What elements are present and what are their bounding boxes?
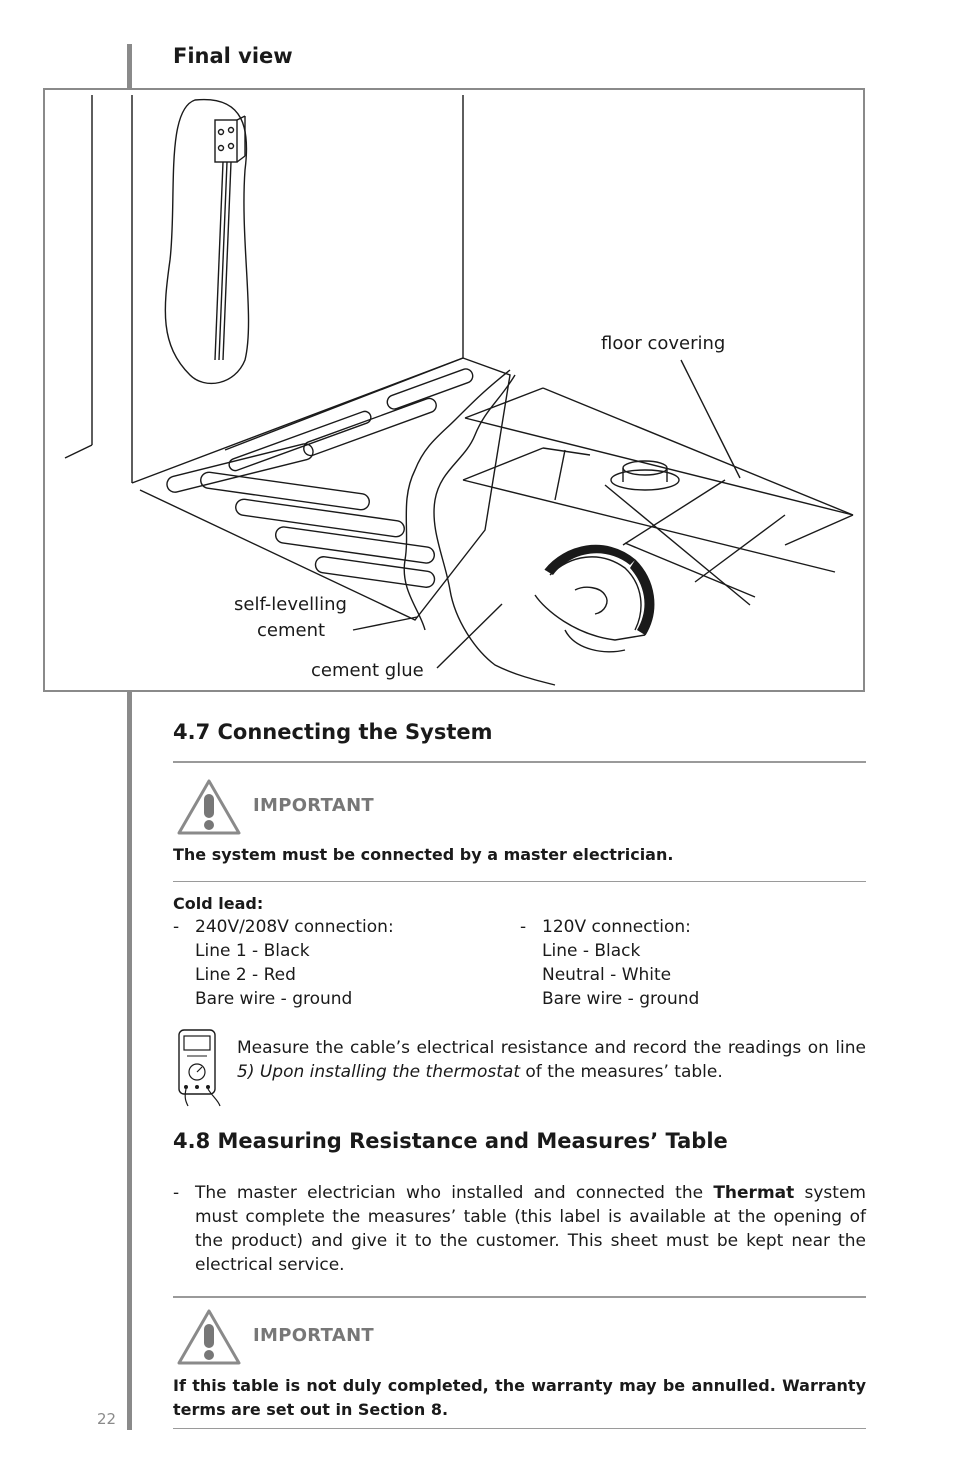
cement-glue-label: cement glue <box>311 660 424 681</box>
measure-text-2: of the measures’ table. <box>520 1062 723 1082</box>
cold-lead-heading: Cold lead: <box>173 894 264 913</box>
connection-240v-line: 240V/208V connection: <box>195 917 394 937</box>
measure-text-1: Measure the cable’s electrical resistance and record the readings on line <box>237 1038 866 1058</box>
page-number: 22 <box>97 1410 117 1428</box>
measure-text-italic: 5) Upon installing the thermostat <box>237 1062 520 1082</box>
para-text-2: system must complete the measures’ table (this label is available at the opening of the product) and give it to the customer. This sheet must be kept near the electrical service. <box>195 1183 866 1275</box>
dash-marker: - <box>173 917 180 937</box>
notice-rule <box>173 881 866 882</box>
measure-instruction <box>237 1036 866 1084</box>
dash-marker: - <box>173 1183 180 1203</box>
warning-icon <box>176 1308 242 1366</box>
para-text-1: The master electrician who installed and connected the <box>195 1183 714 1203</box>
master-electrician-notice: The system must be connected by a master electrician. <box>173 845 674 864</box>
margin-bar-main <box>127 692 132 1430</box>
margin-bar-top <box>127 44 132 88</box>
section-4-7-rule <box>173 761 866 763</box>
bullet-dash <box>173 1181 193 1205</box>
connection-120v-line: Neutral - White <box>542 965 672 985</box>
important-label-1: IMPORTANT <box>253 795 375 816</box>
warranty-warning: If this table is not duly completed, the warranty may be annulled. Warranty terms are set out in Section 8. <box>173 1376 866 1419</box>
measures-table-paragraph <box>195 1181 866 1277</box>
connection-240v <box>173 915 493 1015</box>
final-view-illustration <box>43 88 865 692</box>
connection-120v-line: Bare wire - ground <box>542 989 700 1009</box>
connection-240v-line: Bare wire - ground <box>195 989 353 1009</box>
self-levelling-label-line2: cement <box>257 620 326 641</box>
connection-240v-line: Line 2 - Red <box>195 965 296 985</box>
section-4-8-title: 4.8 Measuring Resistance and Measures’ Table <box>173 1129 728 1153</box>
connection-120v <box>520 915 840 1015</box>
final-view-heading: Final view <box>173 44 293 68</box>
section-4-8-rule <box>173 1296 866 1298</box>
important-label-2: IMPORTANT <box>253 1325 375 1346</box>
warning-icon <box>176 778 242 836</box>
thermat-brand: Thermat <box>713 1183 795 1203</box>
connection-120v-line: Line - Black <box>542 941 641 961</box>
floor-heating-drawing <box>45 90 863 690</box>
multimeter-icon <box>176 1028 226 1108</box>
connection-240v-line: Line 1 - Black <box>195 941 310 961</box>
floor-covering-label: floor covering <box>601 333 726 354</box>
connection-120v-line: 120V connection: <box>542 917 691 937</box>
dash-marker: - <box>520 917 527 937</box>
self-levelling-label-line1: self-levelling <box>234 594 347 615</box>
bottom-rule <box>173 1428 866 1429</box>
section-4-7-title: 4.7 Connecting the System <box>173 720 493 744</box>
